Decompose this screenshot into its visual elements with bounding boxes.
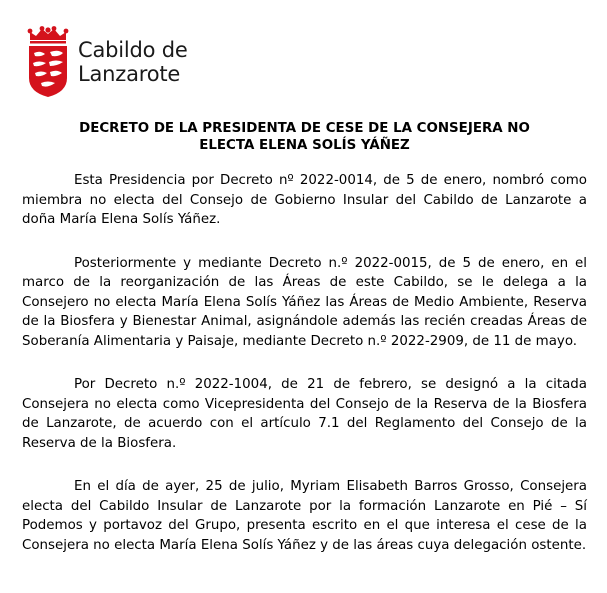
decree-body [22, 171, 587, 579]
document-header [26, 26, 188, 98]
decree-title-line-1: DECRETO DE LA PRESIDENTA DE CESE DE LA CONSEJERA NO [79, 121, 530, 136]
paragraph-1: Esta Presidencia por Decreto nº 2022-0014, de 5 de enero, nombró como miembra no electa del Consejo de Gobierno Insular del Cabildo de Lanzarote a doña María Elena Solís Yáñez. [22, 173, 587, 227]
cabildo-crest-icon [26, 26, 70, 98]
paragraph-3: Por Decreto n.º 2022-1004, de 21 de febrero, se designó a la citada Consejera no electa como Vicepresidenta del Consejo de la Reserva de la Biosfera de Lanzarote, de acuerdo con el artículo 7.1 del Reglamento del Consejo de la Reserva de la Biosfera. [22, 377, 587, 451]
brand-line-1: Cabildo de [78, 38, 188, 62]
paragraph-2: Posteriormente y mediante Decreto n.º 2022-0015, de 5 de enero, en el marco de la reorganización de las Áreas de este Cabildo, se le delega a la Consejero no electa María Elena Solís Yáñez las Áreas de Medio Ambiente, Reserva de la Biosfera y Bienestar Animal, asignándole además las recién creadas Áreas de Soberanía Alimentaria y Paisaje, mediante Decreto n.º 2022-2909, de 11 de mayo. [22, 255, 587, 349]
brand-line-2: Lanzarote [78, 62, 181, 86]
brand-wordmark [78, 38, 188, 86]
paragraph-4: En el día de ayer, 25 de julio, Myriam Elisabeth Barros Grosso, Consejera electa del Cabildo Insular de Lanzarote por la formación Lanzarote en Pié – Sí Podemos y portavoz del Grupo, presenta escrito en el que interesa el cese de la Consejera no electa María Elena Solís Yáñez y de las áreas cuya delegación ostente. [22, 479, 587, 553]
decree-title-line-2: ELECTA ELENA SOLÍS YÁÑEZ [199, 138, 410, 153]
decree-title [22, 120, 587, 154]
